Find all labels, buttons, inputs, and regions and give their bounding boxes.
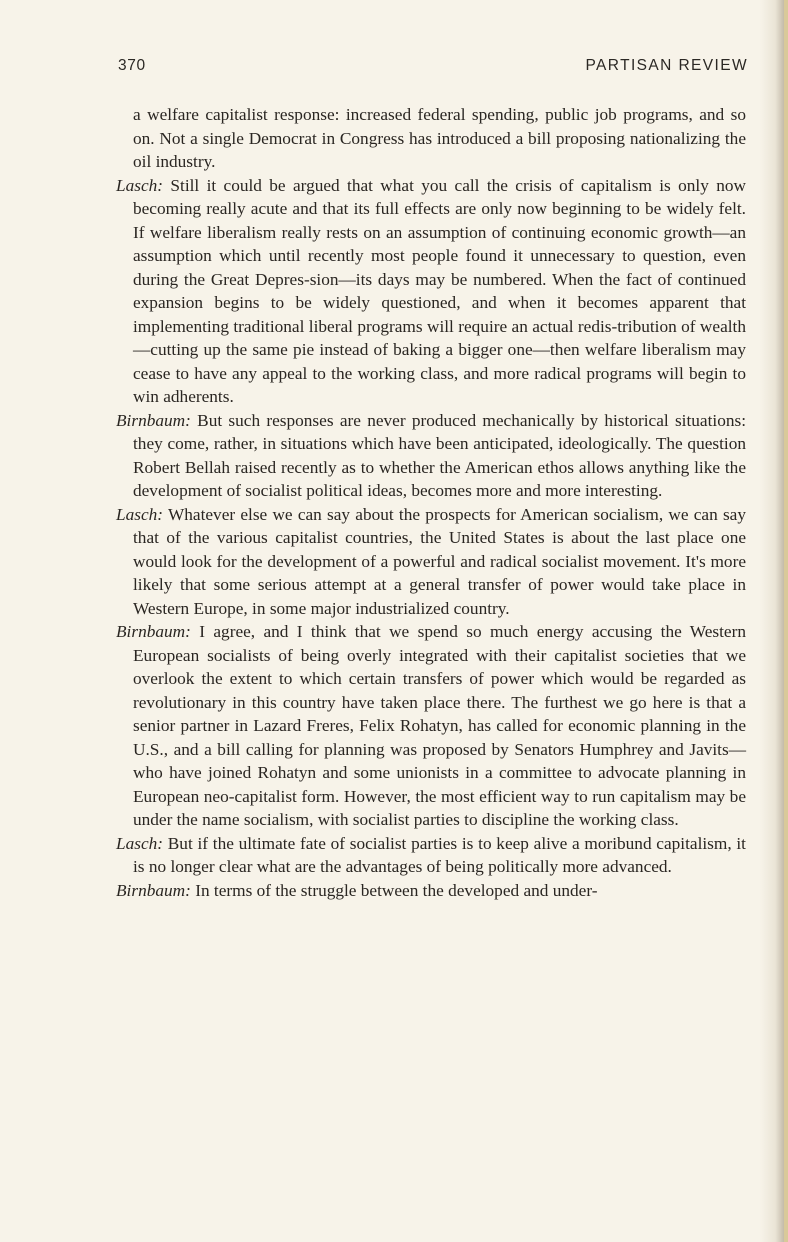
dialogue-paragraph (116, 174, 746, 409)
dialogue-paragraph (116, 409, 746, 503)
paragraph-text: I agree, and I think that we spend so much energy accusing the Western European socialists of being overly integrated with their capitalist societies that we overlook the extent to which certain transfers of power which would be regarded as revolutionary in this country have taken place there. The furthest we go here is that a senior partner in Lazard Freres, Felix Rohatyn, has called for economic planning in the U.S., and a bill calling for planning was proposed by Senators Humphrey and Javits—who have joined Rohatyn and some unionists in a committee to advocate planning in European neo-capitalist form. However, the most efficient way to run capitalism may be under the name socialism, with socialist parties to discipline the working class. (133, 622, 746, 829)
dialogue-paragraph (116, 620, 746, 832)
article-body (116, 103, 746, 902)
page-edge (784, 0, 788, 1242)
paragraph-text: Whatever else we can say about the prospects for American socialism, we can say that of the various capitalist countries, the United States is about the last place one would look for the development of a powerful and radical socialist movement. It's more likely that some serious attempt at a general transfer of power would take place in Western Europe, in some major industrialized country. (133, 504, 746, 618)
speaker-name: Lasch: (116, 175, 164, 195)
speaker-name: Birnbaum: (116, 622, 191, 641)
speaker-name: Lasch: (116, 833, 164, 853)
paragraph-text: Still it could be argued that what you call the crisis of capitalism is only now becoming really acute and that its full effects are only now beginning to be widely felt. If welfare liberalism really rests on an assumption of continuing economic growth—an assumption which until recently most people found it unnecessary to question, even during the Great Depres-sion—its days may be numbered. When the fact of continued expansion begins to be widely questioned, and when it becomes apparent that implementing traditional liberal programs will require an actual redis-tribution of wealth—cutting up the same pie instead of baking a bigger one—then welfare liberalism may cease to have any appeal to the working class, and more radical programs will begin to win adherents. (133, 175, 746, 406)
speaker-name: Birnbaum: (116, 880, 191, 900)
paragraph-text: But such responses are never produced mechanically by historical situations: they come, rather, in situations which have been anticipated, ideologically. The question Robert Bellah raised recently as to whether the American ethos allows anything like the development of socialist political ideas, becomes more and more interesting. (133, 410, 746, 500)
page-number: 370 (118, 57, 146, 74)
dialogue-paragraph (116, 879, 746, 903)
paragraph-text: But if the ultimate fate of socialist parties is to keep alive a moribund capitalism, it is no longer clear what are the advantages of being politically more advanced. (133, 833, 746, 876)
dialogue-paragraph (116, 832, 746, 879)
running-head (118, 57, 748, 79)
paragraph-text: a welfare capitalist response: increased federal spending, public job programs, and so on. Not a single Democrat in Congress has introduced a bill proposing nationalizing the oil industry. (133, 105, 746, 171)
journal-title: PARTISAN REVIEW (585, 57, 748, 74)
speaker-name: Birnbaum: (116, 410, 191, 430)
speaker-name: Lasch: (116, 504, 164, 524)
dialogue-paragraph (116, 503, 746, 621)
paragraph-continuation (116, 103, 746, 174)
paragraph-text: In terms of the struggle between the developed and under- (195, 880, 598, 900)
